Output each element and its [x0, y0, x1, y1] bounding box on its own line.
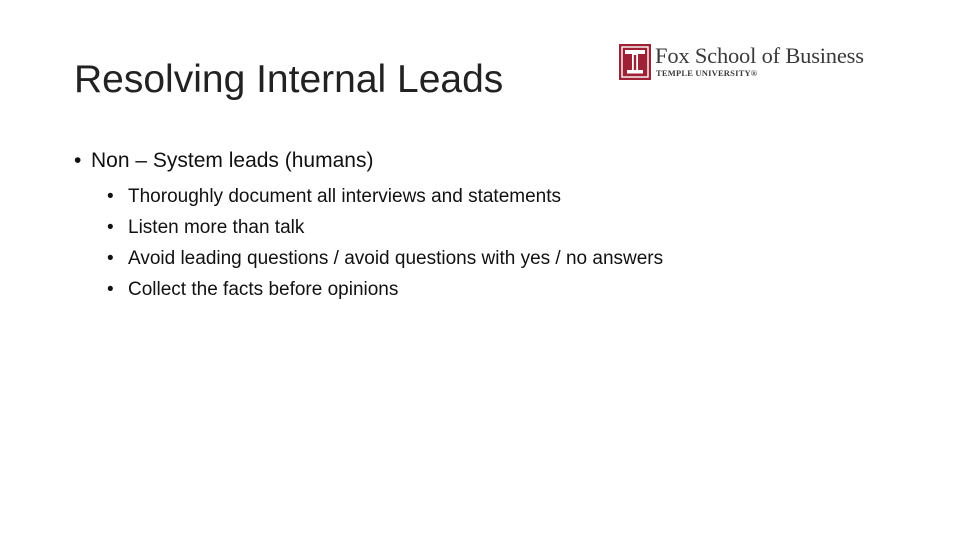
sub-bullet-item — [74, 181, 894, 212]
bullet-item — [74, 146, 894, 176]
slide-body — [74, 146, 894, 305]
sub-bullet-item — [74, 274, 894, 305]
sub-bullet-text: Avoid leading questions / avoid questions with yes / no answers — [128, 248, 664, 269]
fox-school-logo — [619, 44, 889, 84]
sub-bullet-dot: • — [107, 186, 114, 207]
sub-bullet-dot: • — [107, 279, 114, 300]
sub-bullet-text: Collect the facts before opinions — [128, 279, 399, 300]
sub-bullet-text: Listen more than talk — [128, 217, 305, 238]
sub-bullet-dot: • — [107, 248, 114, 269]
sub-bullet-list — [74, 181, 894, 305]
sub-bullet-item — [74, 243, 894, 274]
slide-title: Resolving Internal Leads — [74, 58, 504, 101]
bullet-text: Non – System leads (humans) — [91, 149, 374, 172]
sub-bullet-dot: • — [107, 217, 114, 238]
logo-university-name: TEMPLE UNIVERSITY® — [656, 68, 758, 78]
sub-bullet-item — [74, 212, 894, 243]
logo-school-name: Fox School of Business — [655, 43, 864, 68]
temple-t-logo-icon — [619, 44, 651, 80]
bullet-dot: • — [74, 149, 82, 172]
sub-bullet-text: Thoroughly document all interviews and statements — [128, 186, 562, 207]
